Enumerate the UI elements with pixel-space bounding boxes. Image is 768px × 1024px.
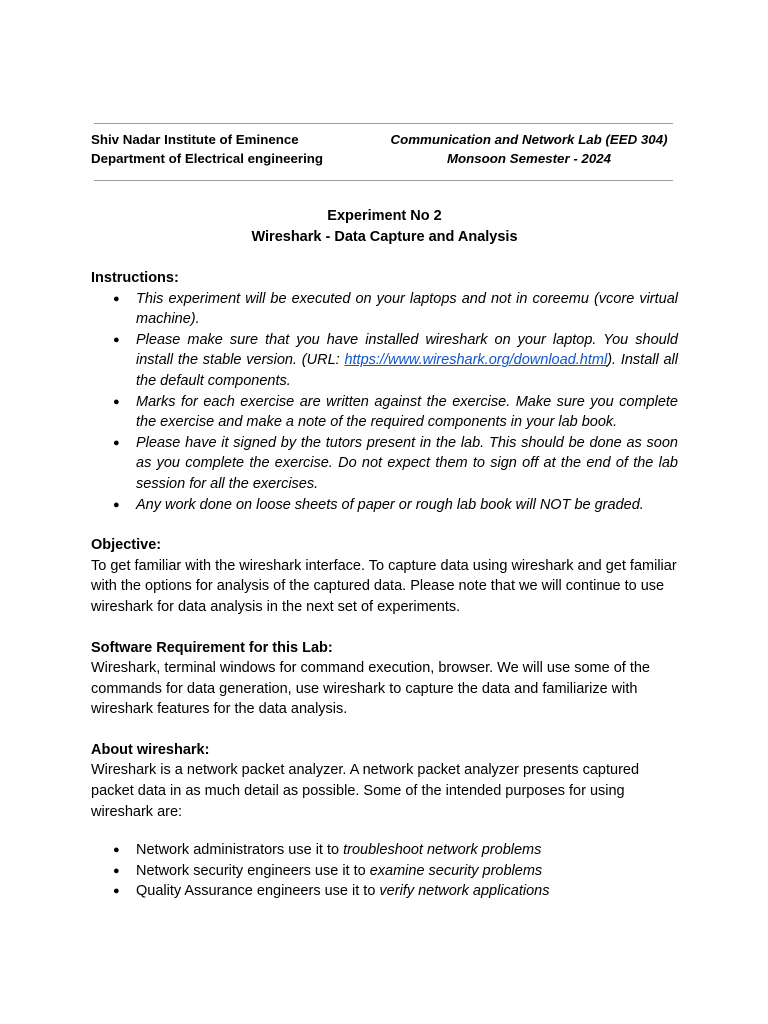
wireshark-download-link[interactable]: https://www.wireshark.org/download.html [344, 352, 608, 369]
software-text: Wireshark, terminal windows for command execution, browser. We will use some of the commands for data generation, use wireshark to capture the data and familiarize with wireshark features for the data analysis. [91, 660, 651, 718]
list-item [91, 330, 678, 392]
document-body [91, 206, 678, 902]
use-emphasis: troubleshoot network problems [343, 842, 542, 859]
instructions-list [91, 289, 678, 516]
department-name: Department of Electrical engineering [91, 151, 324, 166]
list-item: ● This experiment will be executed on your laptops and not in coreemu (vcore virtual machine). [91, 289, 678, 330]
header-institute [91, 130, 323, 168]
experiment-title: Wireshark - Data Capture and Analysis [251, 229, 518, 245]
header-bottom-rule [94, 180, 673, 181]
course-name: Communication and Network Lab (EED 304) [390, 132, 668, 147]
experiment-number: Experiment No 2 [327, 208, 442, 224]
about-heading: About wireshark: [91, 741, 210, 758]
use-emphasis: verify network applications [379, 883, 550, 900]
about-text: Wireshark is a network packet analyzer. A network packet analyzer presents captured packet data in as much detail as possible. Some of the intended purposes for using wireshark are: [91, 762, 640, 820]
use-emphasis: examine security problems [369, 862, 543, 879]
use-text: Network security engineers use it to [136, 862, 370, 879]
objective-heading: Objective: [91, 537, 162, 554]
uses-list [91, 840, 678, 902]
list-item: ● Please have it signed by the tutors present in the lab. This should be done as soon as you complete the exercise. Do not expect them to sign off at the end of the lab session for all the exercises. [91, 433, 678, 495]
software-heading: Software Requirement for this Lab: [91, 639, 333, 656]
use-text: Network administrators use it to [136, 842, 344, 859]
list-item [91, 840, 678, 861]
use-text: Quality Assurance engineers use it to [136, 883, 380, 900]
list-item-text: Please make sure that you have installed wireshark on your laptop. You should install the stable version. (URL: [136, 331, 678, 369]
list-item-text: ). Install all the default components. [136, 352, 678, 389]
list-item: ● Any work done on loose sheets of paper or rough lab book will NOT be graded. [91, 495, 678, 516]
page-title [91, 206, 678, 248]
list-item: ● Marks for each exercise are written against the exercise. Make sure you complete the exercise and make a note of the required components in your lab book. [91, 392, 678, 433]
instructions-heading: Instructions: [91, 270, 179, 286]
header-course [385, 130, 673, 168]
institute-name: Shiv Nadar Institute of Eminence [91, 132, 299, 147]
list-item [91, 861, 678, 882]
header-top-rule [94, 123, 673, 124]
semester-name: Monsoon Semester - 2024 [446, 151, 612, 166]
objective-text: To get familiar with the wireshark interface. To capture data using wireshark and get familiar with the options for analysis of the captured data. Please note that we will continue to use wireshark for data analysis in the next set of experiments. [91, 557, 677, 615]
list-item [91, 881, 678, 902]
